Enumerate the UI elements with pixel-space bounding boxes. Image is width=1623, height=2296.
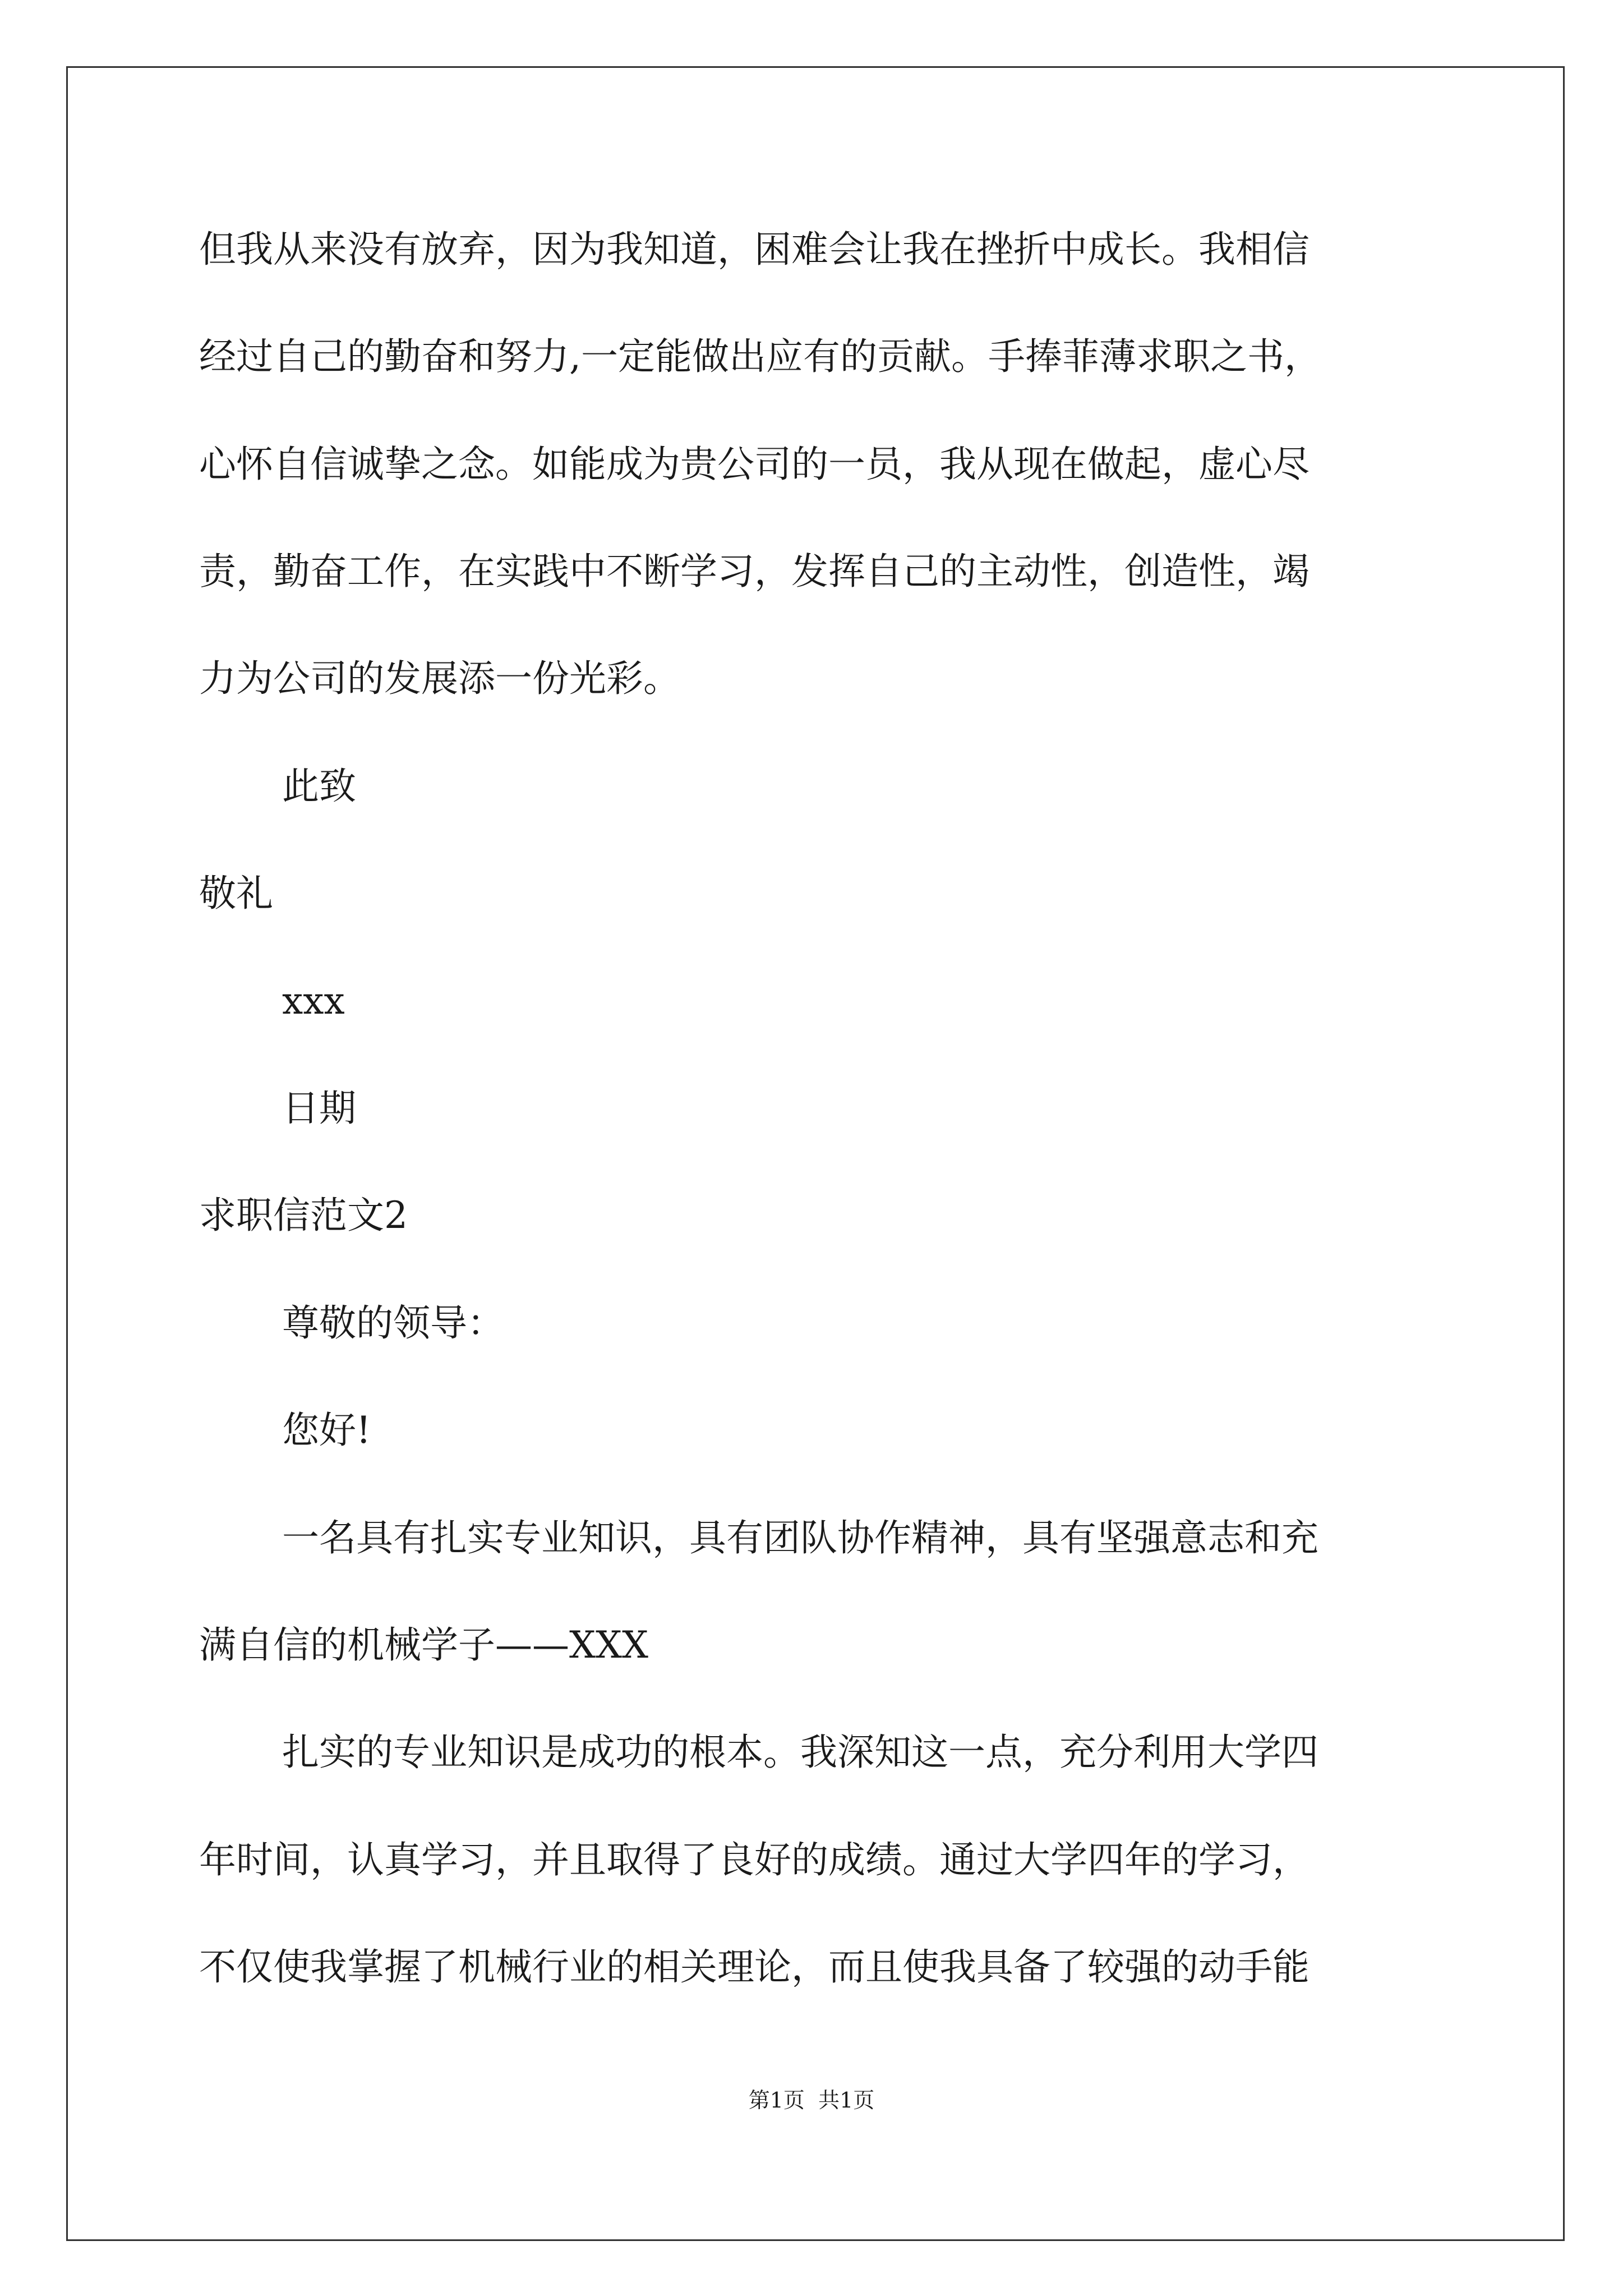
body-text-line: 经过自己的勤奋和努力,一定能做出应有的贡献。手捧菲薄求职之书， — [199, 335, 1321, 378]
greeting-hello: 您好! — [282, 1409, 371, 1452]
closing-regards: 敬礼 — [199, 872, 273, 915]
body-text-line: 年时间，认真学习，并且取得了良好的成绩。通过大学四年的学习， — [199, 1838, 1310, 1881]
body-text-line: 一名具有扎实专业知识，具有团队协作精神，具有坚强意志和充 — [282, 1516, 1318, 1559]
section-title: 求职信范文2 — [199, 1194, 408, 1237]
page-number-footer: 第1页 共1页 — [748, 2088, 875, 2113]
body-text-line: 责，勤奋工作，在实践中不断学习，发挥自己的主动性，创造性，竭 — [199, 550, 1310, 593]
body-text-line: 扎实的专业知识是成功的根本。我深知这一点，充分利用大学四 — [282, 1731, 1318, 1774]
body-text-line: 满自信的机械学子——XXX — [199, 1623, 648, 1667]
page-border — [66, 66, 1565, 2241]
closing-salutation: 此致 — [282, 765, 356, 808]
body-text-line: 不仅使我掌握了机械行业的相关理论，而且使我具备了较强的动手能 — [199, 1945, 1310, 1989]
greeting: 尊敬的领导： — [282, 1301, 504, 1345]
body-text-line: 力为公司的发展添一份光彩。 — [199, 657, 680, 700]
signature-date: 日期 — [282, 1087, 356, 1130]
signature-name: xxx — [282, 979, 345, 1023]
body-text-line: 但我从来没有放弃，因为我知道，困难会让我在挫折中成长。我相信 — [199, 228, 1310, 271]
body-text-line: 心怀自信诚挚之念。如能成为贵公司的一员，我从现在做起，虚心尽 — [199, 443, 1310, 486]
